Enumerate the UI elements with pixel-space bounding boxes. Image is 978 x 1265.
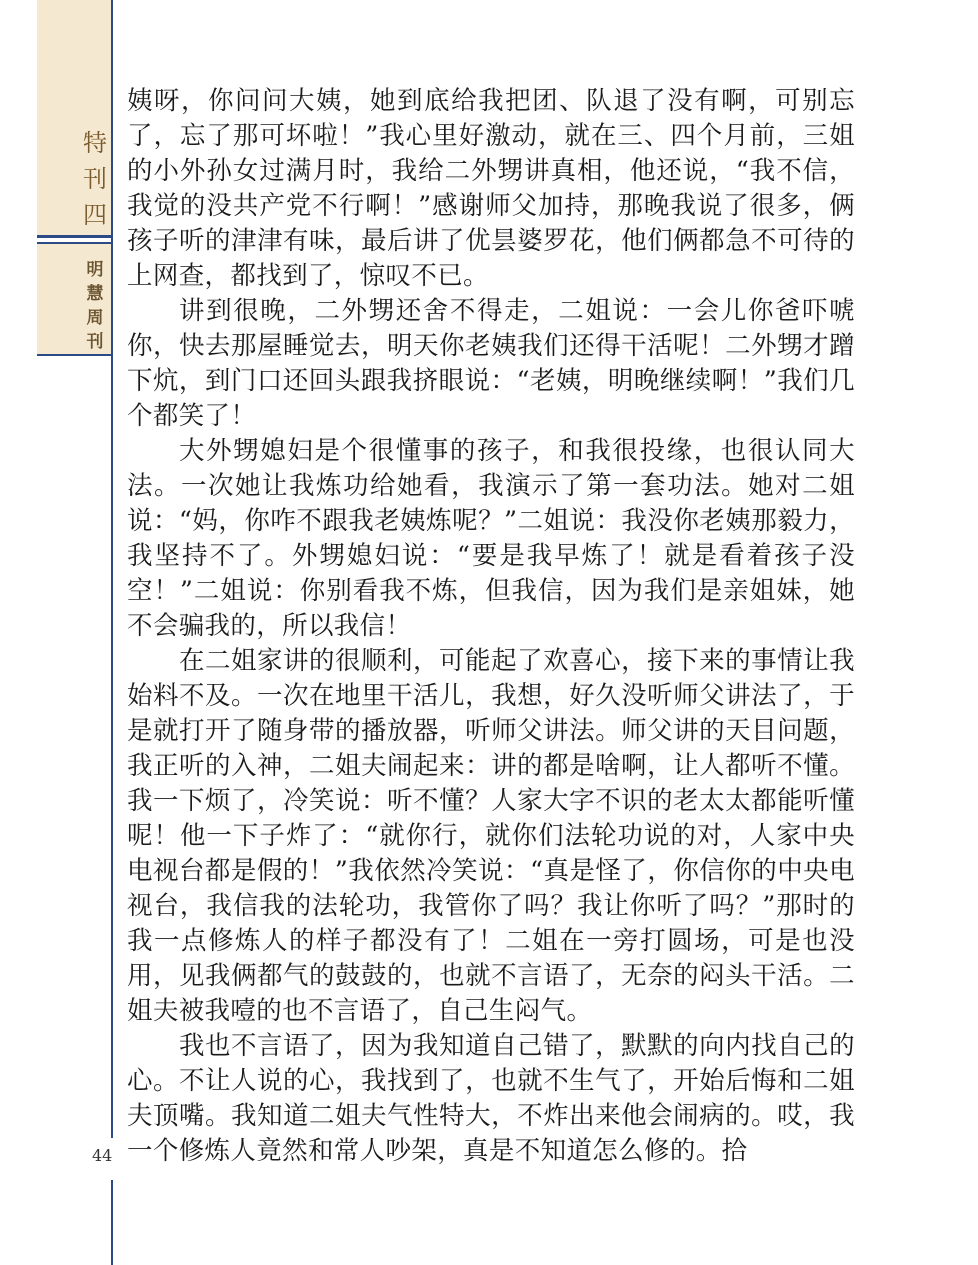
page-number: 44 <box>92 1146 113 1165</box>
paragraph: 讲到很晚，二外甥还舍不得走，二姐说：一会儿你爸吓唬你，快去那屋睡觉去，明天你老姨我们还得干活呢！二外甥才蹭下炕，到门口还回头跟我挤眼说：“老姨，明晚继续啊！”我们几个都笑了！ <box>127 296 855 431</box>
paragraph: 我也不言语了，因为我知道自己错了，默默的向内找自己的心。不让人说的心，我找到了，也就不生气了，开始后悔和二姐夫顶嘴。我知道二姐夫气性特大，不炸出来他会闹病的。哎，我一个修炼人竟然和常人吵架，真是不知道怎么修的。拾 <box>127 1031 855 1166</box>
publication-label-char: 明 <box>86 260 104 280</box>
section-label <box>80 125 110 233</box>
section-label-char: 四 <box>83 201 107 229</box>
paragraph: 姨呀，你问问大姨，她到底给我把团、队退了没有啊，可别忘了，忘了那可坏啦！”我心里好激动，就在三、四个月前，三姐的小外孙女过满月时，我给二外甥讲真相，他还说，“我不信，我觉的没共产党不行啊！”感谢师父加持，那晚我说了很多，俩孩子听的津津有味，最后讲了优昙婆罗花，他们俩都急不可待的上网查，都找到了，惊叹不已。 <box>127 86 855 291</box>
paragraph: 在二姐家讲的很顺利，可能起了欢喜心，接下来的事情让我始料不及。一次在地里干活儿，我想，好久没听师父讲法了，于是就打开了随身带的播放器，听师父讲法。师父讲的天目问题，我正听的入神，二姐夫闹起来：讲的都是啥啊，让人都听不懂。我一下烦了，冷笑说：听不懂？人家大字不识的老太太都能听懂呢！他一下子炸了：“就你行，就你们法轮功说的对，人家中央电视台都是假的！”我依然冷笑说：“真是怪了，你信你的中央电视台，我信我的法轮功，我管你了吗？我让你听了吗？”那时的我一点修炼人的样子都没有了！二姐在一旁打圆场，可是也没用，见我俩都气的鼓鼓的，也就不言语了，无奈的闷头干活。二姐夫被我噎的也不言语了，自己生闷气。 <box>127 646 855 1026</box>
publication-label-char: 慧 <box>86 284 104 304</box>
publication-label <box>82 258 108 354</box>
publication-label-char: 周 <box>86 308 104 328</box>
section-label-char: 特 <box>83 129 107 157</box>
article-body <box>127 84 855 1169</box>
publication-label-char: 刊 <box>86 332 104 352</box>
paragraph: 大外甥媳妇是个很懂事的孩子，和我很投缘，也很认同大法。一次她让我炼功给她看，我演示了第一套功法。她对二姐说：“妈，你咋不跟我老姨炼呢？”二姐说：我没你老姨那毅力，我坚持不了。外甥媳妇说：“要是我早炼了！就是看着孩子没空！”二姐说：你别看我不炼，但我信，因为我们是亲姐妹，她不会骗我的，所以我信！ <box>127 436 855 641</box>
margin-rule <box>111 0 113 1265</box>
section-label-char: 刊 <box>83 165 107 193</box>
